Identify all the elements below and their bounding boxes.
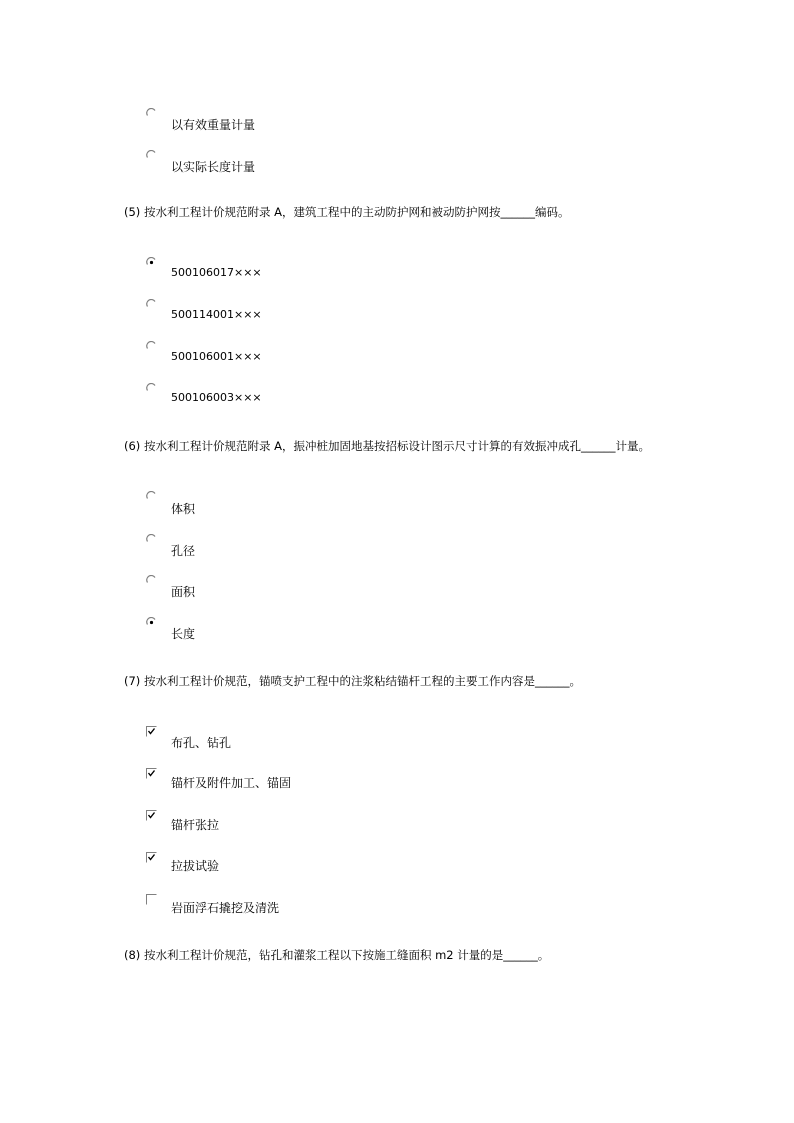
option-label: 拉拔试验 bbox=[171, 859, 220, 873]
option-label: 500106017××× bbox=[171, 266, 262, 279]
question-8-text: (8) 按水利工程计价规范，钻孔和灌浆工程以下按施工缝面积 m2 计量的是______。 bbox=[124, 948, 550, 962]
option-label: 500106003××× bbox=[171, 391, 262, 404]
option-label: 以实际长度计量 bbox=[171, 160, 256, 174]
radio-button[interactable] bbox=[146, 150, 157, 161]
radio-button-selected[interactable] bbox=[146, 617, 157, 628]
checkbox-checked[interactable] bbox=[146, 726, 157, 737]
option-label: 锚杆张拉 bbox=[171, 818, 220, 832]
radio-button[interactable] bbox=[146, 491, 157, 502]
option-label: 500114001××× bbox=[171, 308, 262, 321]
option-label: 500106001××× bbox=[171, 350, 262, 363]
question-6-text: (6) 按水利工程计价规范附录 A，振冲桩加固地基按招标设计图示尺寸计算的有效振冲成孔______计量。 bbox=[124, 439, 650, 453]
radio-button[interactable] bbox=[146, 299, 157, 310]
option-label: 锚杆及附件加工、锚固 bbox=[171, 776, 292, 790]
checkbox[interactable] bbox=[146, 894, 157, 905]
option-label: 面积 bbox=[171, 585, 196, 599]
option-label: 布孔、钻孔 bbox=[171, 736, 232, 750]
radio-button[interactable] bbox=[146, 534, 157, 545]
option-label: 体积 bbox=[171, 502, 196, 516]
radio-button[interactable] bbox=[146, 575, 157, 586]
option-label: 岩面浮石撬挖及清洗 bbox=[171, 901, 280, 915]
radio-button[interactable] bbox=[146, 108, 157, 119]
option-label: 孔径 bbox=[171, 544, 196, 558]
radio-button[interactable] bbox=[146, 383, 157, 394]
question-5-text: (5) 按水利工程计价规范附录 A，建筑工程中的主动防护网和被动防护网按______编码。 bbox=[124, 205, 570, 219]
checkbox-checked[interactable] bbox=[146, 852, 157, 863]
option-label: 长度 bbox=[171, 627, 196, 641]
radio-button[interactable] bbox=[146, 341, 157, 352]
question-7-text: (7) 按水利工程计价规范，锚喷支护工程中的注浆粘结锚杆工程的主要工作内容是______。 bbox=[124, 674, 581, 688]
radio-button-selected[interactable] bbox=[146, 257, 157, 268]
option-label: 以有效重量计量 bbox=[171, 118, 256, 132]
checkbox-checked[interactable] bbox=[146, 768, 157, 779]
checkbox-checked[interactable] bbox=[146, 810, 157, 821]
